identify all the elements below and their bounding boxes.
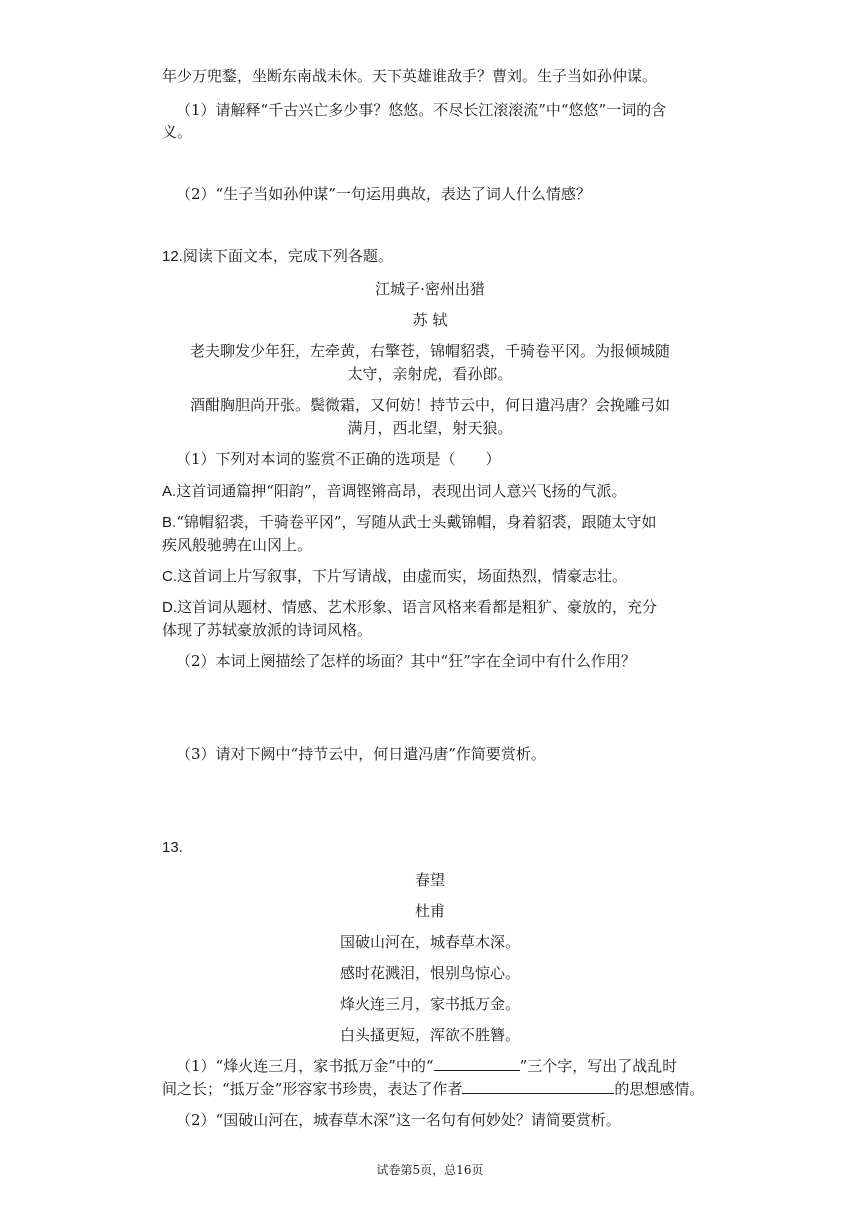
question-text: （1）“烽火连三月，家书抵万金”中的“ <box>176 1057 434 1075</box>
question-11-1: （1）请解释“千古兴亡多少事？悠悠。不尽长江滚滚流”中“悠悠”一词的含 <box>176 101 667 119</box>
poem-stanza-1-line-1: 老夫聊发少年狂，左牵黄，右擎苍，锦帽貂裘，千骑卷平冈。为报倾城随 <box>189 342 670 360</box>
poem-stanza-2-line-1: 酒酣胸胆尚开张。鬓微霜，又何妨！持节云中，何日遣冯唐？会挽雕弓如 <box>189 396 670 414</box>
option-text: 这首词从题材、情感、艺术形象、语言风格来看都是粗犷、豪放的，充分 <box>177 598 658 616</box>
question-11-2: （2）“生子当如孙仲谋”一句运用典故，表达了词人什么情感？ <box>176 185 591 203</box>
option-text: 这首词上片写叙事，下片写请战，由虚而实，场面热烈，情豪志壮。 <box>177 567 628 585</box>
poem-2-line-4: 白头搔更短，浑欲不胜簪。 <box>339 1026 520 1044</box>
question-12-1: （1）下列对本词的鉴赏不正确的选项是（ ） <box>176 450 501 468</box>
question-13-number: 13. <box>162 839 183 856</box>
poem-continuation-line: 年少万兜鍪，坐断东南战未休。天下英雄谁敌手？曹刘。生子当如孙仲谋。 <box>162 67 658 85</box>
option-label: A. <box>162 483 177 500</box>
option-text: 这首词通篇押“阳韵”，音调铿锵高昂，表现出词人意兴飞扬的气派。 <box>176 482 627 500</box>
question-11-1-continuation: 义。 <box>162 123 193 141</box>
page-footer: 试卷第5页，总16页 <box>376 1163 484 1177</box>
option-text: “锦帽貂裘，千骑卷平冈”，写随从武士头戴锦帽，身着貂裘，跟随太守如 <box>176 513 657 531</box>
option-b-continuation: 疾风般驰骋在山冈上。 <box>162 536 313 554</box>
option-label: B. <box>162 514 177 531</box>
question-12-2: （2）本词上阕描绘了怎样的场面？其中“狂”字在全词中有什么作用？ <box>176 652 636 670</box>
poem-stanza-1-line-2: 太守，亲射虎，看孙郎。 <box>347 365 513 383</box>
question-text: ”三个字，写出了战乱时 <box>519 1057 678 1075</box>
poem-2-line-2: 感时花溅泪，恨别鸟惊心。 <box>339 964 520 982</box>
question-instruction: 阅读下面文本，完成下列各题。 <box>182 247 393 265</box>
question-13-1 <box>176 1056 677 1076</box>
poem-title: 江城子·密州出猎 <box>375 280 485 298</box>
poem-2-line-3: 烽火连三月，家书抵万金。 <box>339 995 520 1013</box>
option-c <box>162 566 627 587</box>
option-label: D. <box>162 599 177 616</box>
question-13-1-continuation <box>162 1079 704 1099</box>
answer-blank[interactable] <box>434 1056 520 1071</box>
option-d-continuation: 体现了苏轼豪放派的诗词风格。 <box>162 621 373 639</box>
poem-2-line-1: 国破山河在，城春草木深。 <box>339 933 520 951</box>
question-text: 间之长；“抵万金”形容家书珍贵，表达了作者 <box>162 1080 463 1098</box>
poem-author: 苏 轼 <box>412 311 448 329</box>
option-d <box>162 597 657 618</box>
option-label: C. <box>162 568 177 585</box>
poem-stanza-2-line-2: 满月，西北望，射天狼。 <box>347 419 513 437</box>
question-12-heading <box>162 246 393 267</box>
poem-2-author: 杜甫 <box>414 902 445 920</box>
option-a <box>162 481 627 502</box>
question-12-3: （3）请对下阙中“持节云中，何日遣冯唐”作简要赏析。 <box>176 745 546 763</box>
question-number: 12. <box>162 248 183 265</box>
question-text: 的思想感情。 <box>614 1080 705 1098</box>
poem-2-title: 春望 <box>414 871 445 889</box>
answer-blank[interactable] <box>462 1079 614 1094</box>
question-13-2: （2）“国破山河在，城春草木深”这一名句有何妙处？请简要赏析。 <box>176 1111 621 1129</box>
option-b <box>162 512 657 533</box>
